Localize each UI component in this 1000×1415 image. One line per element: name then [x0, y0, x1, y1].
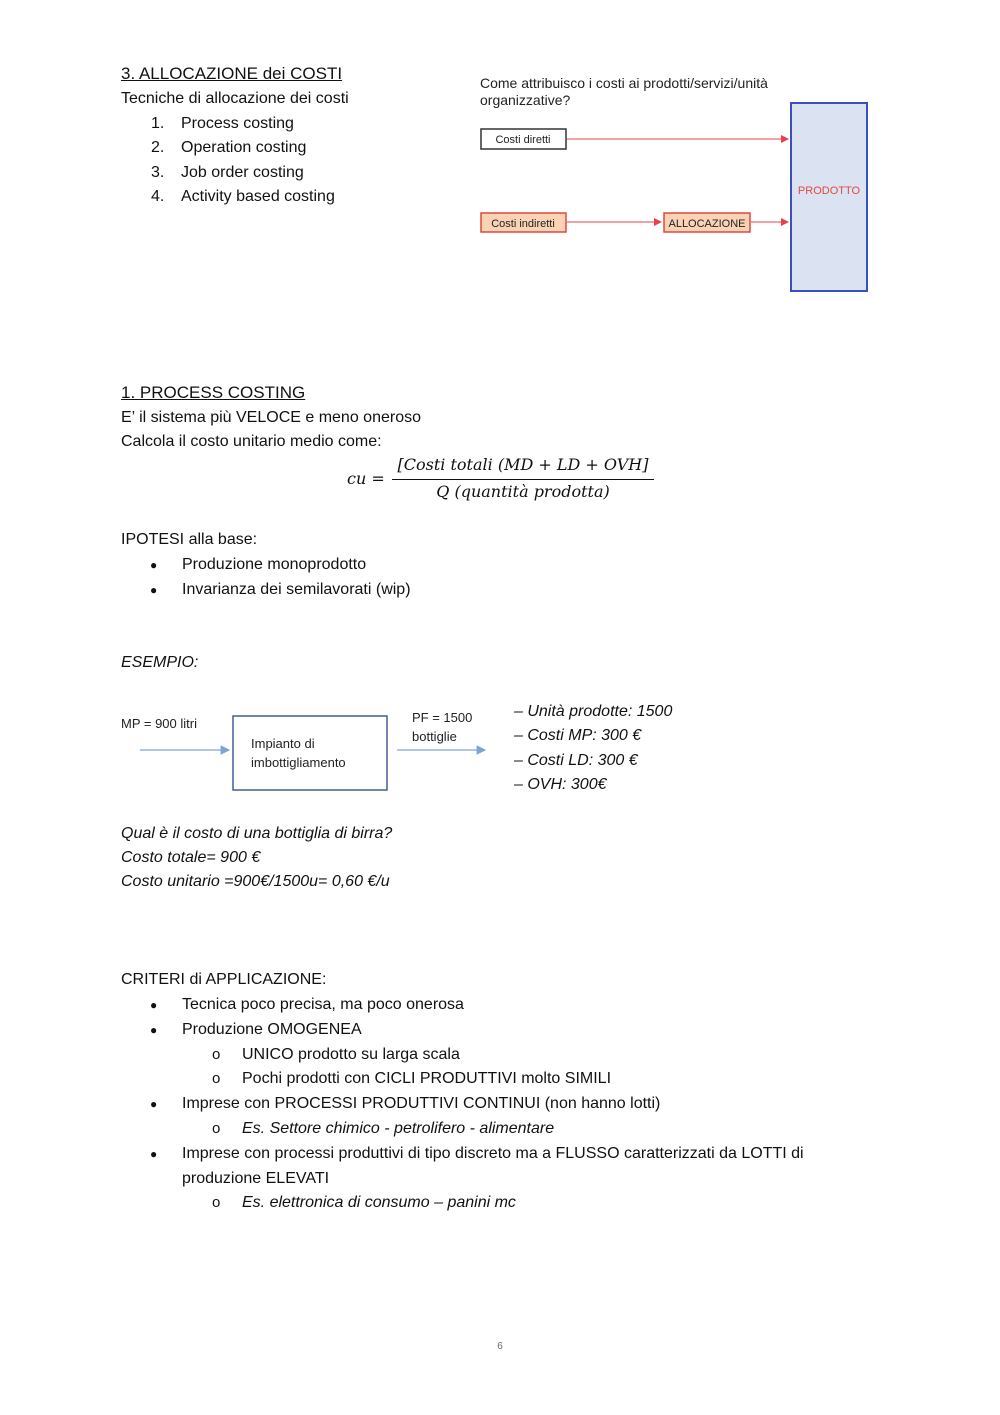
bullet-icon: ● — [150, 583, 158, 597]
list-number: 1. — [151, 115, 165, 132]
process-line1: Impianto di — [251, 736, 315, 751]
indirect-costs-label: Costi indiretti — [491, 218, 555, 230]
hypotheses-title: IPOTESI alla base: — [121, 531, 258, 548]
page-number: 6 — [497, 1341, 503, 1352]
criteria-subitem: Pochi prodotti con CICLI PRODUTTIVI molto SIMILI — [242, 1070, 612, 1087]
list-item — [151, 138, 306, 158]
sub-bullet-icon: o — [212, 1046, 221, 1063]
direct-costs-label: Costi diretti — [495, 134, 551, 146]
example-fact: – Costi MP: 300 € — [514, 727, 642, 744]
criteria-subitem: UNICO prodotto su larga scala — [242, 1046, 460, 1063]
hypothesis-item: Produzione monoprodotto — [182, 556, 367, 573]
list-label: Activity based costing — [181, 188, 335, 205]
list-number: 4. — [151, 188, 165, 205]
output-line2: bottiglie — [412, 729, 457, 744]
fraction-bar — [392, 479, 654, 480]
diagram-question-line1: Come attribuisco i costi ai prodotti/servizi/unità — [480, 75, 768, 91]
diagram-question-line2: organizzative? — [480, 92, 571, 108]
criteria-title: CRITERI di APPLICAZIONE: — [121, 971, 327, 988]
bullet-icon: ● — [150, 1147, 158, 1161]
sub-bullet-icon: o — [212, 1120, 221, 1137]
criteria-item-continued: produzione ELEVATI — [182, 1170, 330, 1187]
process-box — [233, 716, 387, 790]
list-number: 3. — [151, 164, 165, 181]
example-question: Qual è il costo di una bottiglia di birra? — [121, 825, 393, 842]
example-total: Costo totale= 900 € — [121, 849, 261, 866]
bullet-icon: ● — [150, 998, 158, 1012]
sub-bullet-icon: o — [212, 1070, 221, 1087]
hypothesis-item: Invarianza dei semilavorati (wip) — [182, 581, 411, 598]
list-label: Job order costing — [181, 164, 304, 181]
input-label: MP = 900 litri — [121, 716, 197, 731]
example-fact: – Costi LD: 300 € — [514, 752, 638, 769]
output-line1: PF = 1500 — [412, 710, 473, 725]
section1-title: 1. PROCESS COSTING — [121, 383, 306, 402]
product-box — [791, 103, 867, 291]
formula-numerator: [Costi totali (MD + LD + OVH] — [397, 455, 649, 474]
allocation-diagram — [470, 70, 880, 300]
section1-line1: E’ il sistema più VELOCE e meno oneroso — [121, 409, 421, 426]
formula-denominator: Q (quantità prodotta) — [436, 482, 610, 501]
example-title: ESEMPIO: — [121, 654, 199, 671]
bullet-icon: ● — [150, 1023, 158, 1037]
example-unit-cost: Costo unitario =900€/1500u= 0,60 €/u — [121, 873, 390, 890]
formula-lhs: cu = — [347, 469, 385, 488]
allocation-label: ALLOCAZIONE — [668, 218, 746, 230]
section3-subtitle: Tecniche di allocazione dei costi — [121, 90, 349, 107]
sub-bullet-icon: o — [212, 1194, 221, 1211]
example-fact: – OVH: 300€ — [514, 776, 607, 793]
section3-title: 3. ALLOCAZIONE dei COSTI — [121, 64, 343, 83]
list-label: Operation costing — [181, 139, 307, 156]
list-number: 2. — [151, 139, 165, 156]
criteria-item: Imprese con processi produttivi di tipo discreto ma a FLUSSO caratterizzati da LOTTI di — [182, 1145, 804, 1162]
bullet-icon: ● — [150, 1097, 158, 1111]
product-label: PRODOTTO — [797, 185, 861, 197]
criteria-item: Imprese con PROCESSI PRODUTTIVI CONTINUI (non hanno lotti) — [182, 1095, 661, 1112]
list-item — [151, 163, 304, 183]
bullet-icon: ● — [150, 558, 158, 572]
list-item — [151, 114, 294, 134]
list-label: Process costing — [181, 115, 294, 132]
criteria-item: Tecnica poco precisa, ma poco onerosa — [182, 996, 464, 1013]
criteria-subitem: Es. elettronica di consumo – panini mc — [242, 1194, 516, 1211]
bottling-diagram — [115, 700, 500, 800]
section1-line2: Calcola il costo unitario medio come: — [121, 433, 382, 450]
list-item — [151, 187, 335, 207]
criteria-subitem: Es. Settore chimico - petrolifero - alimentare — [242, 1120, 555, 1137]
process-line2: imbottigliamento — [251, 755, 346, 770]
criteria-item: Produzione OMOGENEA — [182, 1021, 362, 1038]
example-fact: – Unità prodotte: 1500 — [514, 703, 673, 720]
